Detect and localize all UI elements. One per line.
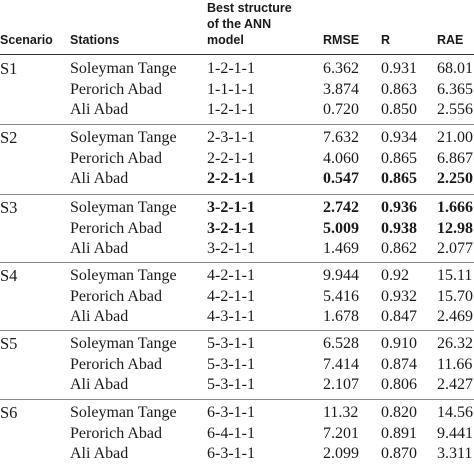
rmse-cell: 2.099 (323, 445, 359, 462)
station-cell: Perorich Abad (70, 149, 162, 167)
station-cell: Soleyman Tange (70, 60, 177, 77)
rae-cell: 2.250 (437, 170, 473, 187)
rmse-cell: 7.414 (323, 355, 359, 373)
station-cell: Soleyman Tange (70, 129, 177, 146)
scenario-label: S1 (0, 59, 18, 78)
model-cell: 3-2-1-1 (207, 240, 255, 257)
model-cell: 2-2-1-1 (207, 170, 255, 187)
group-divider (0, 124, 474, 125)
model-cell: 4-2-1-1 (207, 287, 255, 305)
rae-cell: 1.666 (437, 199, 473, 216)
rae-cell: 9.441 (437, 424, 473, 442)
scenario-label: S4 (0, 266, 18, 285)
header-scenario: Scenario (0, 33, 53, 47)
rmse-cell: 3.874 (323, 80, 359, 98)
rmse-cell: 9.944 (323, 267, 359, 284)
scenario-label: S6 (0, 403, 18, 422)
model-cell: 1-1-1-1 (207, 80, 255, 98)
header-model-line1: Best structure (207, 1, 292, 15)
header-model-line2: of the ANN (207, 17, 272, 31)
station-cell: Perorich Abad (70, 355, 162, 373)
model-cell: 5-3-1-1 (207, 376, 255, 393)
station-cell: Soleyman Tange (70, 335, 177, 352)
rmse-cell: 6.362 (323, 60, 359, 77)
station-cell: Soleyman Tange (70, 404, 177, 421)
r-cell: 0.820 (381, 404, 417, 421)
model-cell: 3-2-1-1 (207, 219, 255, 237)
model-cell: 3-2-1-1 (207, 199, 255, 216)
r-cell: 0.938 (381, 219, 417, 237)
rmse-cell: 5.009 (323, 219, 359, 237)
station-cell: Ali Abad (70, 376, 129, 393)
model-cell: 5-3-1-1 (207, 355, 255, 373)
model-cell: 2-3-1-1 (207, 129, 255, 146)
r-cell: 0.806 (381, 376, 417, 393)
group-divider (0, 262, 474, 263)
rmse-cell: 0.547 (323, 170, 359, 187)
header-model-line3: model (207, 33, 244, 47)
station-cell: Ali Abad (70, 445, 129, 462)
r-cell: 0.862 (381, 240, 417, 257)
rmse-cell: 1.469 (323, 240, 359, 257)
model-cell: 6-3-1-1 (207, 445, 255, 462)
rmse-cell: 2.107 (323, 376, 359, 393)
header-rae: RAE (437, 33, 464, 47)
r-cell: 0.934 (381, 129, 417, 146)
model-cell: 5-3-1-1 (207, 335, 255, 352)
r-cell: 0.874 (381, 355, 417, 373)
rae-cell: 15.11 (437, 267, 473, 284)
r-cell: 0.932 (381, 287, 417, 305)
r-cell: 0.863 (381, 80, 417, 98)
station-cell: Perorich Abad (70, 424, 162, 442)
station-cell: Ali Abad (70, 240, 129, 257)
r-cell: 0.910 (381, 335, 417, 352)
model-cell: 1-2-1-1 (207, 60, 255, 77)
header-rule (0, 54, 474, 55)
header-r: R (381, 33, 391, 47)
rae-cell: 26.32 (437, 335, 473, 352)
r-cell: 0.847 (381, 308, 417, 325)
scenario-label: S2 (0, 128, 18, 147)
group-divider (0, 399, 474, 400)
model-cell: 2-2-1-1 (207, 149, 255, 167)
r-cell: 0.850 (381, 101, 417, 118)
rae-cell: 14.56 (437, 404, 473, 421)
station-cell: Ali Abad (70, 170, 129, 187)
rae-cell: 6.365 (437, 80, 473, 98)
rae-cell: 2.427 (437, 376, 473, 393)
rmse-cell: 2.742 (323, 199, 359, 216)
rmse-cell: 5.416 (323, 287, 359, 305)
r-cell: 0.936 (381, 199, 417, 216)
scenario-label: S5 (0, 334, 18, 353)
rmse-cell: 1.678 (323, 308, 359, 325)
rae-cell: 15.70 (437, 287, 473, 305)
r-cell: 0.870 (381, 445, 417, 462)
r-cell: 0.931 (381, 60, 417, 77)
rmse-cell: 4.060 (323, 149, 359, 167)
station-cell: Perorich Abad (70, 219, 162, 237)
rmse-cell: 0.720 (323, 101, 359, 118)
rae-cell: 2.556 (437, 101, 473, 118)
scenario-label: S3 (0, 198, 18, 217)
rmse-cell: 7.201 (323, 424, 359, 442)
rae-cell: 2.469 (437, 308, 473, 325)
station-cell: Ali Abad (70, 308, 129, 325)
rmse-cell: 11.32 (323, 404, 359, 421)
station-cell: Perorich Abad (70, 287, 162, 305)
model-cell: 6-4-1-1 (207, 424, 255, 442)
model-cell: 1-2-1-1 (207, 101, 255, 118)
rae-cell: 2.077 (437, 240, 473, 257)
model-cell: 4-3-1-1 (207, 308, 255, 325)
model-cell: 4-2-1-1 (207, 267, 255, 284)
station-cell: Ali Abad (70, 101, 129, 118)
rmse-cell: 6.528 (323, 335, 359, 352)
r-cell: 0.891 (381, 424, 417, 442)
rae-cell: 11.66 (437, 355, 473, 373)
rae-cell: 68.01 (437, 60, 473, 77)
model-cell: 6-3-1-1 (207, 404, 255, 421)
rae-cell: 3.311 (437, 445, 473, 462)
group-divider (0, 330, 474, 331)
rae-cell: 12.98 (437, 219, 473, 237)
station-cell: Soleyman Tange (70, 199, 177, 216)
rae-cell: 6.867 (437, 149, 473, 167)
rmse-cell: 7.632 (323, 129, 359, 146)
r-cell: 0.865 (381, 149, 417, 167)
header-rmse: RMSE (323, 33, 360, 47)
station-cell: Perorich Abad (70, 80, 162, 98)
r-cell: 0.92 (381, 267, 409, 284)
r-cell: 0.865 (381, 170, 417, 187)
rae-cell: 21.00 (437, 129, 473, 146)
station-cell: Soleyman Tange (70, 267, 177, 284)
header-stations: Stations (70, 33, 120, 47)
group-divider (0, 194, 474, 195)
